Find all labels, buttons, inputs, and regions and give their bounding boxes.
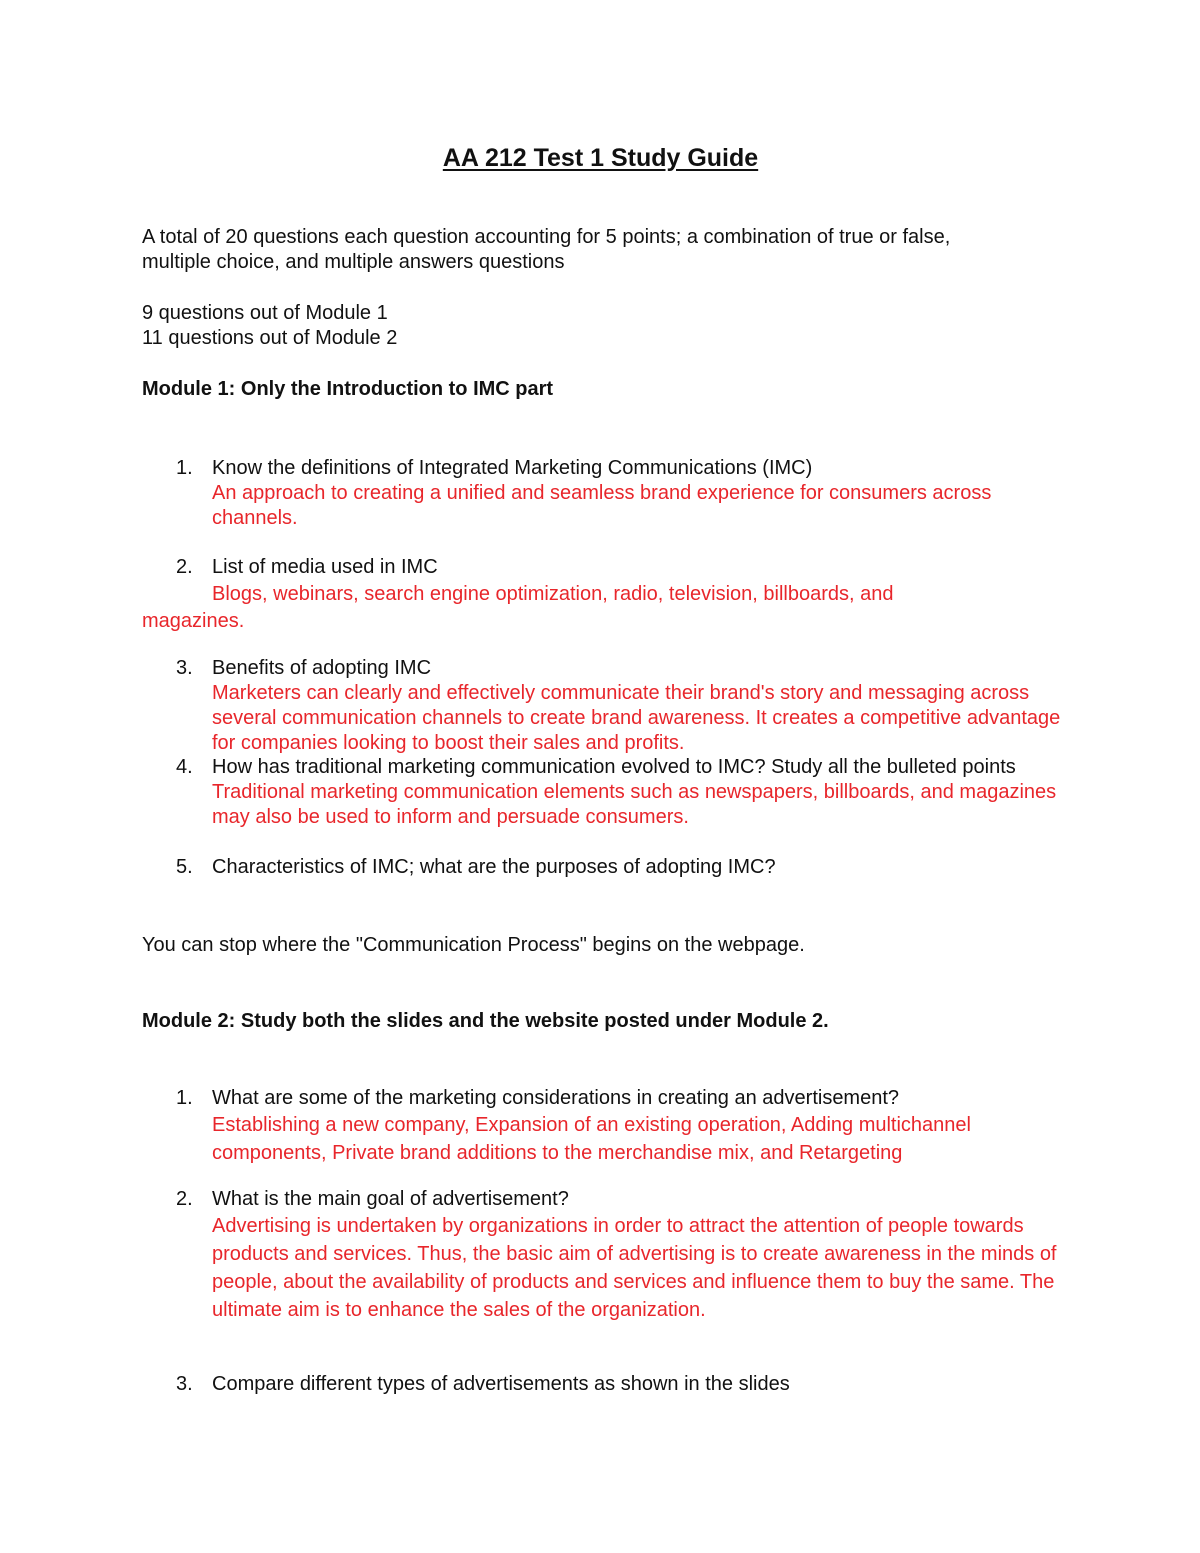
- item-number: 5.: [176, 856, 193, 878]
- stop-note: You can stop where the "Communication Process" begins on the webpage.: [142, 934, 805, 956]
- item-number: 2.: [176, 1188, 193, 1210]
- item-answer: Traditional marketing communication elements such as newspapers, billboards, and magazines may also be used to inform and persuade consumers.: [212, 781, 1057, 828]
- document-title: AA 212 Test 1 Study Guide: [442, 144, 759, 172]
- question-counts: [142, 301, 1072, 351]
- item-question: List of media used in IMC: [212, 556, 438, 578]
- item-number: 1.: [176, 1087, 193, 1109]
- module2-heading: Module 2: Study both the slides and the website posted under Module 2.: [142, 1010, 829, 1032]
- module1-count: 9 questions out of Module 1: [142, 302, 388, 324]
- item-answer-line-1: Blogs, webinars, search engine optimization, radio, television, billboards, and: [212, 583, 894, 605]
- intro-paragraph: [142, 225, 1072, 275]
- item-answer: An approach to creating a unified and seamless brand experience for consumers across channels.: [212, 482, 992, 529]
- item-question: Compare different types of advertisements as shown in the slides: [212, 1373, 790, 1395]
- item-number: 4.: [176, 756, 193, 778]
- item-answer: Establishing a new company, Expansion of an existing operation, Adding multichannel components, Private brand additions to the merchandise mix, and Retargeting: [212, 1114, 971, 1164]
- item-question: What is the main goal of advertisement?: [212, 1188, 569, 1210]
- item-question: How has traditional marketing communication evolved to IMC? Study all the bulleted points: [212, 756, 1016, 778]
- module1-item-2-answer-line-2: magazines.: [142, 610, 245, 632]
- item-number: 1.: [176, 457, 193, 479]
- item-question: What are some of the marketing considerations in creating an advertisement?: [212, 1087, 900, 1109]
- item-number: 3.: [176, 657, 193, 679]
- item-question: Benefits of adopting IMC: [212, 657, 432, 679]
- item-answer: Marketers can clearly and effectively communicate their brand's story and messaging across several communication channels to create brand awareness. It creates a competitive advantage for companies looking to boost their sales and profits.: [212, 682, 1061, 754]
- item-question: Know the definitions of Integrated Marketing Communications (IMC): [212, 457, 813, 479]
- intro-line-2: multiple choice, and multiple answers questions: [142, 251, 565, 273]
- item-number: 2.: [176, 556, 193, 578]
- intro-line-1: A total of 20 questions each question accounting for 5 points; a combination of true or false,: [142, 226, 951, 248]
- module1-heading: Module 1: Only the Introduction to IMC part: [142, 378, 554, 400]
- item-number: 3.: [176, 1373, 193, 1395]
- module2-count: 11 questions out of Module 2: [142, 327, 398, 349]
- item-question: Characteristics of IMC; what are the purposes of adopting IMC?: [212, 856, 776, 878]
- item-answer: Advertising is undertaken by organizations in order to attract the attention of people towards products and services. Thus, the basic aim of advertising is to create awareness in the minds of people, about the availability of products and services and influence them to buy the same. The ultimate aim is to enhance the sales of the organization.: [212, 1215, 1057, 1321]
